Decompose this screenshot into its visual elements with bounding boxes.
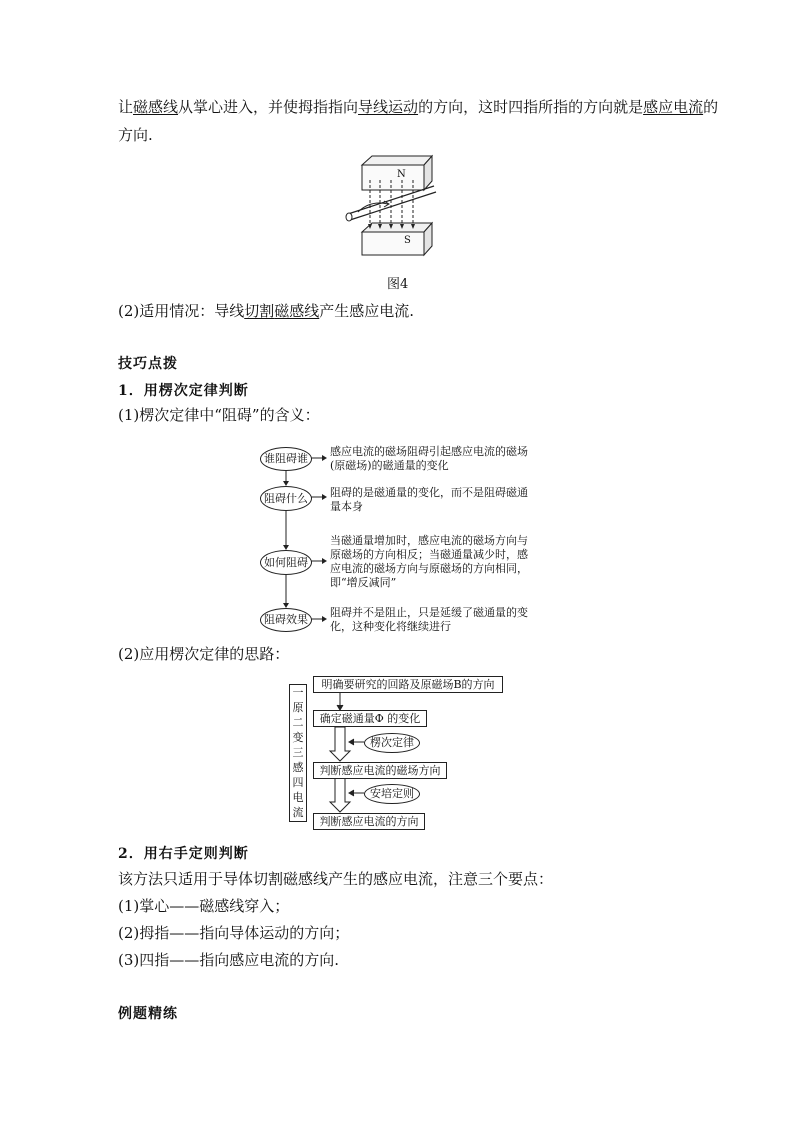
point-fingers: (3)四指——指向感应电流的方向. — [118, 951, 340, 969]
intro-text: 让 — [118, 98, 134, 116]
intro-text: 从掌心进入，并使拇指指向 — [178, 98, 359, 116]
south-label: S — [404, 235, 411, 246]
oval-ampere-rule: 安培定则 — [364, 784, 420, 804]
flow-box-determine-circuit: 明确要研究的回路及原磁场B的方向 — [313, 676, 503, 693]
section2-intro: 该方法只适用于导体切割磁感线产生的感应电流，注意三个要点： — [118, 870, 554, 888]
point-thumb: (2)拇指——指向导体运动的方向； — [118, 924, 350, 942]
note-line: 量本身 — [330, 500, 363, 513]
section1-title: 1．用楞次定律判断 — [118, 383, 249, 399]
flow-box-flux-change: 确定磁通量Φ 的变化 — [313, 710, 427, 727]
underlined-term: 磁感线 — [133, 98, 179, 116]
tips-heading: 技巧点拨 — [118, 356, 178, 372]
node-who-hinders-whom: 谁阻碍谁 — [260, 447, 312, 471]
side-char: 四 — [292, 776, 304, 789]
side-char: 电 — [292, 791, 304, 804]
underlined-term: 磁感线 — [274, 302, 320, 320]
section1-item1: (1)楞次定律中“阻碍”的含义： — [118, 406, 320, 424]
underlined-term: 切割 — [244, 302, 275, 320]
section2-title: 2．用右手定则判断 — [118, 846, 249, 862]
side-char: 感 — [292, 761, 304, 774]
node-how-to-hinder: 如何阻碍 — [260, 550, 312, 575]
flow-box-induced-current: 判断感应电流的方向 — [313, 813, 425, 830]
note-line: 当磁通量增加时，感应电流的磁场方向与 — [330, 534, 528, 547]
side-char: 二 — [292, 716, 304, 729]
note-line: 原磁场的方向相反；当磁通量减少时，感 — [330, 548, 528, 561]
section1-item2: (2)应用楞次定律的思路： — [118, 645, 290, 663]
north-label: N — [397, 169, 406, 180]
intro-line-2: 方向. — [118, 126, 153, 144]
note-line: 即“增反减同” — [330, 576, 397, 589]
note-line: 阻碍的是磁通量的变化，而不是阻碍磁通 — [330, 486, 528, 499]
underlined-term: 感应电流 — [643, 98, 704, 116]
intro-text: 的方向，这时四指所指的方向就是 — [418, 98, 644, 116]
node-hinder-effect: 阻碍效果 — [260, 608, 312, 632]
oval-lenz-law: 楞次定律 — [364, 733, 420, 753]
note-line: 阻碍并不是阻止，只是延缓了磁通量的变 — [330, 606, 528, 619]
note-line: (原磁场)的磁通量的变化 — [330, 459, 449, 472]
point-palm: (1)掌心——磁感线穿入； — [118, 897, 290, 915]
intro-text: 的 — [703, 98, 719, 116]
node-what-is-hindered: 阻碍什么 — [260, 486, 312, 511]
applicability-text: 产生感应电流. — [319, 302, 415, 320]
side-char: 流 — [292, 806, 304, 819]
side-char: 原 — [292, 701, 304, 714]
side-char: 一 — [292, 686, 304, 699]
flow-box-induced-field: 判断感应电流的磁场方向 — [313, 762, 447, 779]
side-char: 变 — [292, 731, 304, 744]
figure-caption: 图4 — [387, 277, 409, 292]
note-line: 应电流的磁场方向与原磁场的方向相同， — [330, 562, 528, 575]
note-line: 化，这种变化将继续进行 — [330, 620, 451, 633]
underlined-term: 导线运动 — [358, 98, 419, 116]
applicability-text: (2)适用情况：导线 — [118, 302, 245, 320]
examples-heading: 例题精练 — [118, 1006, 178, 1022]
side-char: 三 — [292, 746, 304, 759]
note-line: 感应电流的磁场阻碍引起感应电流的磁场 — [330, 445, 528, 458]
